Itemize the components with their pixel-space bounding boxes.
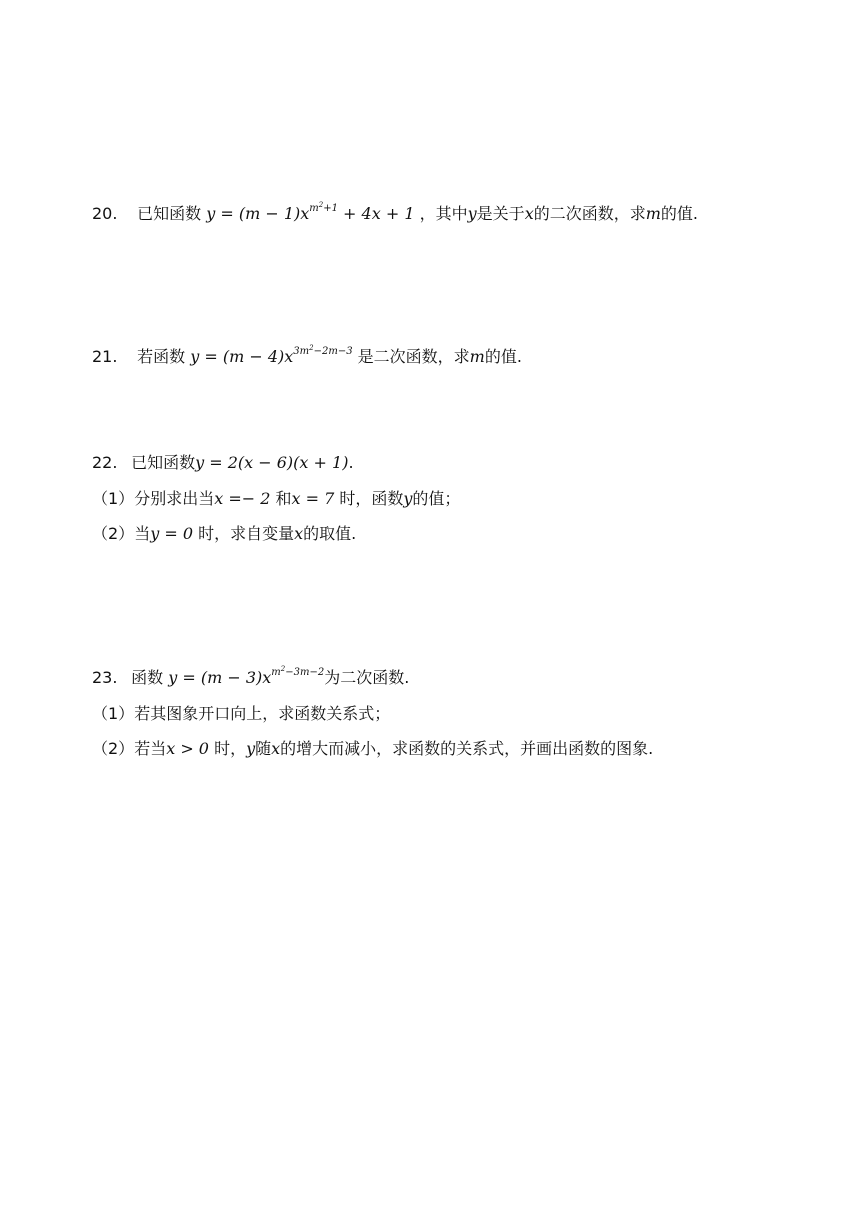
math-expression: y = 0 xyxy=(150,524,193,543)
question-22-part-1 xyxy=(92,487,460,511)
math-variable: y xyxy=(467,204,477,223)
math-variable: x xyxy=(524,204,534,223)
question-text: 的值； xyxy=(412,489,461,508)
part-label: （2） xyxy=(92,739,135,758)
math-variable: m xyxy=(469,347,485,366)
math-variable: m xyxy=(645,204,661,223)
math-expression: x = 7 xyxy=(291,489,335,508)
math-exponent: m2−3m−2 xyxy=(271,665,325,678)
question-text: 时，求自变量 xyxy=(193,524,295,543)
math-variable: y xyxy=(246,739,256,758)
question-number: 23. xyxy=(92,668,118,687)
part-label: （1） xyxy=(92,489,135,508)
question-text: 已知函数 xyxy=(131,453,196,472)
question-text: 若函数 xyxy=(137,347,186,366)
question-text: 为二次函数. xyxy=(324,668,410,687)
question-text: 的增大而减小，求函数的关系式，并画出函数的图象. xyxy=(280,739,654,758)
math-exponent: 3m2−2m−3 xyxy=(293,344,353,357)
math-equation: $y = (m - 4)x^{3m^2-2m-3}$ xyxy=(190,344,353,366)
math-variable: y xyxy=(403,489,413,508)
question-text: 分别求出当 xyxy=(134,489,215,508)
question-number: 21. xyxy=(92,347,118,366)
question-text: 函数 xyxy=(131,668,164,687)
question-21 xyxy=(92,345,522,369)
question-20 xyxy=(92,202,698,226)
math-variable: x xyxy=(271,739,281,758)
question-text: . xyxy=(348,453,354,472)
question-text: 若当 xyxy=(134,739,167,758)
question-23-part-1 xyxy=(92,702,390,726)
question-text: 的值. xyxy=(484,347,522,366)
part-label: （2） xyxy=(92,524,135,543)
math-equation: $y = (m - 1)x^{m^2+1} + 4x + 1$ xyxy=(206,201,415,223)
question-text: 时，函数 xyxy=(334,489,404,508)
question-text: 随 xyxy=(255,739,272,758)
question-text: 时， xyxy=(208,739,247,758)
question-number: 22. xyxy=(92,453,118,472)
question-text: 已知函数 xyxy=(137,204,202,223)
question-number: 20. xyxy=(92,204,118,223)
question-text: ，其中 xyxy=(419,204,468,223)
question-text: 当 xyxy=(134,524,151,543)
math-expression: x > 0 xyxy=(166,739,209,758)
question-text: 的二次函数，求 xyxy=(533,204,646,223)
math-expression: x =− 2 xyxy=(214,489,271,508)
math-variable: x xyxy=(294,524,304,543)
part-label: （1） xyxy=(92,704,135,723)
math-equation: $y = (m - 3)x^{m^2-3m-2}$ xyxy=(168,665,325,687)
question-23-part-2 xyxy=(92,737,653,761)
question-text: 和 xyxy=(270,489,292,508)
math-exponent: m2+1 xyxy=(309,201,338,214)
question-22-part-2 xyxy=(92,522,356,546)
math-equation: y = 2(x − 6)(x + 1) xyxy=(195,453,349,472)
question-text: 是二次函数，求 xyxy=(357,347,470,366)
question-text: 的取值. xyxy=(303,524,357,543)
question-22 xyxy=(92,451,354,475)
question-text: 的值. xyxy=(660,204,698,223)
question-23 xyxy=(92,666,409,690)
question-text: 是关于 xyxy=(476,204,525,223)
question-text: 若其图象开口向上，求函数关系式； xyxy=(134,704,391,723)
